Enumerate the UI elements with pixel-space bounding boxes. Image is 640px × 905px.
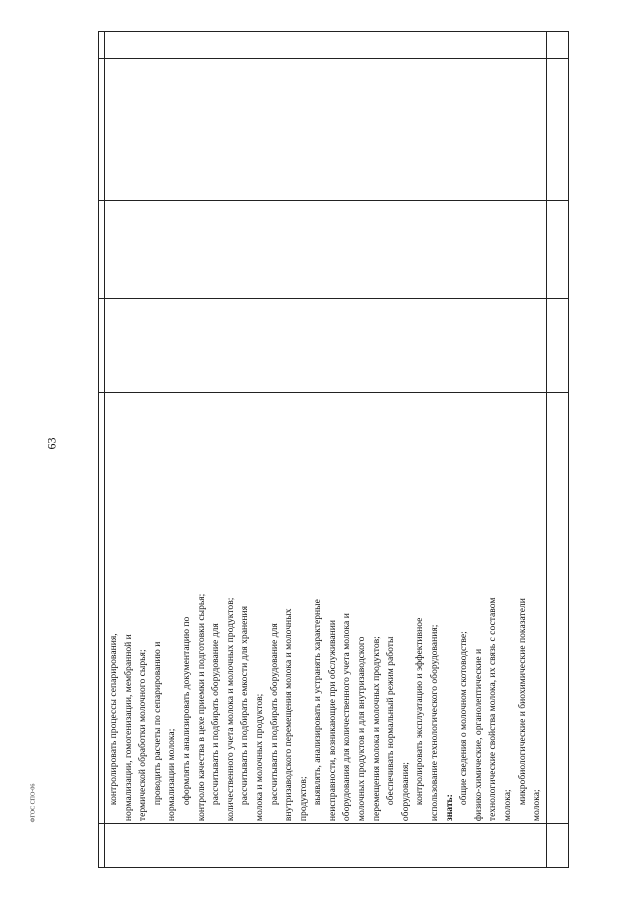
- table-row: [104, 32, 546, 867]
- content-line: молока и молочных продуктов;: [253, 693, 265, 821]
- table-cell: [99, 392, 104, 823]
- content-line: перемещения молока и молочных продуктов;: [370, 635, 382, 821]
- section-heading: знать:: [443, 793, 455, 821]
- content-cell: [104, 392, 545, 823]
- table-cell: [99, 298, 104, 392]
- content-line: молочных продуктов и для внутризаводского: [355, 636, 367, 821]
- table-cell: [547, 823, 568, 867]
- table-cell: [99, 57, 104, 199]
- content-line: контролировать эксплуатацию и эффективное: [413, 617, 425, 805]
- table-cell-empty: [104, 298, 545, 392]
- content-line: выявлять, анализировать и устранять характерные: [311, 598, 323, 805]
- table-cell: [99, 823, 104, 867]
- content-line: общие сведения о молочном скотоводстве;: [457, 630, 469, 805]
- table-row: [99, 32, 105, 867]
- content-line: микробиологические и биохимические показатели: [516, 597, 528, 805]
- table-cell-empty: [104, 823, 545, 867]
- content-line: использование технологического оборудования;: [428, 624, 440, 821]
- page-number: 63: [44, 437, 59, 450]
- content-line: рассчитывать и подбирать оборудование для: [268, 622, 280, 805]
- table-cell: [99, 32, 104, 58]
- table-cell: [99, 199, 104, 298]
- content-line: физико-химические, органолептические и: [472, 648, 484, 821]
- content-line: рассчитывать и подбирать емкости для хранения: [238, 605, 250, 805]
- content-line: проводить расчеты по сепарированию и: [151, 641, 163, 805]
- content-line: молока;: [530, 788, 542, 821]
- content-line: количественного учета молока и молочных продуктов;: [224, 597, 236, 821]
- content-line: оборудования для количественного учета молока и: [340, 612, 352, 821]
- table-cell: [547, 298, 568, 392]
- content-line: термической обработки молочного сырья;: [136, 648, 148, 821]
- content-line: рассчитывать и подбирать оборудование для: [209, 622, 221, 805]
- content-line: обеспечивать нормальный режим работы: [384, 636, 396, 805]
- table-cell: [547, 32, 568, 58]
- content-line: нормализации, гомогенизации, мембранной и: [122, 633, 134, 821]
- table-cell-empty: [104, 57, 545, 199]
- content-line: оформлять и анализировать документацию по: [180, 616, 192, 805]
- content-line: контролю качества в цехе приемки и подготовки сырья;: [195, 593, 207, 821]
- content-line: внутризаводского перемещения молока и молочных: [282, 608, 294, 821]
- content-line: контролировать процессы сепарирования,: [107, 632, 119, 805]
- table-cell-empty: [104, 32, 545, 58]
- content-line: неисправности, возникающие при обслуживании: [326, 619, 338, 821]
- content-line: продуктов;: [297, 775, 309, 821]
- footer-code: ФГОС СПО-06: [30, 783, 37, 823]
- table-row: [547, 32, 568, 867]
- content-line: технологические свойства молока, их связь с составом: [486, 597, 498, 821]
- competency-table: [98, 31, 569, 868]
- table-cell: [547, 57, 568, 199]
- table-cell-empty: [104, 199, 545, 298]
- content-line: оборудования;: [399, 761, 411, 821]
- content-line: нормализации молока;: [165, 728, 177, 821]
- table-cell: [547, 199, 568, 298]
- content-line: молока;: [501, 788, 513, 821]
- table-cell: [547, 392, 568, 823]
